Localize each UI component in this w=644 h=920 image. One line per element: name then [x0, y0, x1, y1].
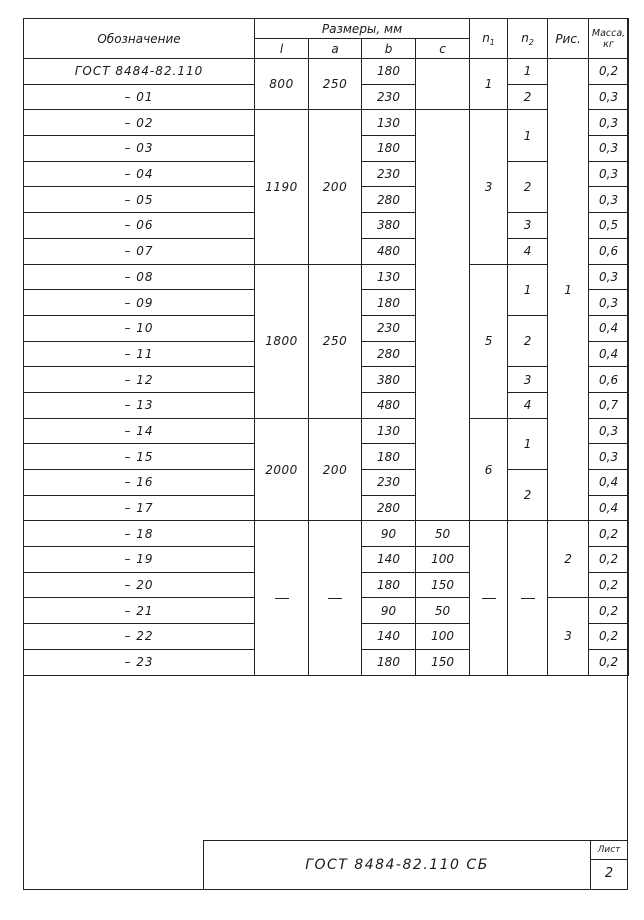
designation-cell: – 17: [24, 495, 255, 521]
mass-cell: 0,2: [589, 59, 629, 85]
dash-mark: [275, 598, 289, 599]
mass-cell: 0,5: [589, 213, 629, 239]
l-cell-dash: [255, 521, 309, 675]
designation-cell: – 10: [24, 315, 255, 341]
n2-cell: 2: [508, 315, 548, 366]
mass-cell: 0,4: [589, 495, 629, 521]
b-cell: 130: [362, 418, 416, 444]
c-cell: 50: [416, 598, 470, 624]
designation-cell: – 21: [24, 598, 255, 624]
mass-cell: 0,3: [589, 418, 629, 444]
mass-cell: 0,2: [589, 572, 629, 598]
n2-cell: 3: [508, 367, 548, 393]
designation-cell: – 20: [24, 572, 255, 598]
b-cell: 180: [362, 136, 416, 162]
n2-header: $n_2$: [508, 19, 548, 59]
n2-cell-dash: [508, 521, 548, 675]
designation-cell: – 07: [24, 238, 255, 264]
b-cell: 90: [362, 521, 416, 547]
mass-cell: 0,6: [589, 238, 629, 264]
table-row: [24, 110, 629, 136]
b-cell: 140: [362, 624, 416, 650]
mass-cell: 0,2: [589, 649, 629, 675]
designation-cell: – 04: [24, 161, 255, 187]
b-cell: 230: [362, 84, 416, 110]
designation-cell: – 13: [24, 392, 255, 418]
a-cell: 250: [309, 264, 362, 418]
designation-cell: – 08: [24, 264, 255, 290]
b-cell: 280: [362, 495, 416, 521]
mass-cell: 0,6: [589, 367, 629, 393]
mass-cell: 0,3: [589, 444, 629, 470]
n2-cell: 1: [508, 418, 548, 469]
n1-cell: 3: [470, 110, 508, 264]
a-cell-dash: [309, 521, 362, 675]
c-cell-empty: [416, 110, 470, 521]
document-code: ГОСТ 8484-82.110 СБ: [305, 857, 489, 873]
designation-cell: – 16: [24, 470, 255, 496]
b-cell: 180: [362, 59, 416, 85]
sheet-number: 2: [604, 866, 614, 881]
title-block-stamp: [203, 840, 628, 890]
mass-cell: 0,2: [589, 521, 629, 547]
n2-cell: 1: [508, 59, 548, 85]
b-cell: 280: [362, 341, 416, 367]
dash-mark: [521, 598, 535, 599]
designation-cell: – 06: [24, 213, 255, 239]
mass-cell: 0,2: [589, 624, 629, 650]
mass-cell: 0,3: [589, 187, 629, 213]
dash-mark: [482, 598, 496, 599]
mass-cell: 0,2: [589, 547, 629, 573]
b-cell: 380: [362, 367, 416, 393]
c-header: c: [416, 39, 470, 59]
table-row: [24, 521, 629, 547]
b-cell: 130: [362, 264, 416, 290]
header-row-1: [24, 19, 629, 39]
figure-header: Рис.: [548, 19, 589, 59]
c-cell: 150: [416, 572, 470, 598]
b-cell: 380: [362, 213, 416, 239]
a-header: a: [309, 39, 362, 59]
b-cell: 180: [362, 649, 416, 675]
mass-cell: 0,3: [589, 290, 629, 316]
n1-cell: 6: [470, 418, 508, 521]
mass-cell: 0,7: [589, 392, 629, 418]
n2-cell: 1: [508, 110, 548, 161]
b-header: b: [362, 39, 416, 59]
designation-cell: – 22: [24, 624, 255, 650]
b-cell: 180: [362, 444, 416, 470]
l-cell: 2000: [255, 418, 309, 521]
l-cell: 1190: [255, 110, 309, 264]
a-cell: 250: [309, 59, 362, 110]
n2-cell: 3: [508, 213, 548, 239]
a-cell: 200: [309, 418, 362, 521]
b-cell: 140: [362, 547, 416, 573]
n2-cell: 4: [508, 238, 548, 264]
a-cell: 200: [309, 110, 362, 264]
n1-cell: 5: [470, 264, 508, 418]
c-cell: 100: [416, 624, 470, 650]
mass-cell: 0,3: [589, 264, 629, 290]
mass-cell: 0,3: [589, 161, 629, 187]
b-cell: 230: [362, 470, 416, 496]
table-row: [24, 418, 629, 444]
n2-cell: 2: [508, 161, 548, 212]
figure-cell: 3: [548, 598, 589, 675]
designation-cell: – 02: [24, 110, 255, 136]
designation-cell: – 19: [24, 547, 255, 573]
n1-cell-dash: [470, 521, 508, 675]
mass-cell: 0,4: [589, 341, 629, 367]
l-cell: 800: [255, 59, 309, 110]
b-cell: 480: [362, 392, 416, 418]
b-cell: 480: [362, 238, 416, 264]
b-cell: 130: [362, 110, 416, 136]
sheet-box: [590, 841, 627, 889]
designation-cell: – 15: [24, 444, 255, 470]
b-cell: 180: [362, 572, 416, 598]
mass-cell: 0,4: [589, 470, 629, 496]
designation-cell: – 03: [24, 136, 255, 162]
n1-cell: 1: [470, 59, 508, 110]
designation-cell: – 11: [24, 341, 255, 367]
n2-cell: 2: [508, 84, 548, 110]
c-cell: 150: [416, 649, 470, 675]
dimensions-group-header: Размеры, мм: [255, 19, 470, 39]
n2-cell: 2: [508, 470, 548, 521]
mass-cell: 0,3: [589, 136, 629, 162]
designation-cell: – 18: [24, 521, 255, 547]
sheet-label: Лист: [591, 841, 627, 860]
designation-cell: ГОСТ 8484-82.110: [24, 59, 255, 85]
designation-header: Обозначение: [24, 19, 255, 59]
designation-cell: – 05: [24, 187, 255, 213]
designation-cell: – 12: [24, 367, 255, 393]
c-cell: [416, 59, 470, 110]
l-cell: 1800: [255, 264, 309, 418]
n2-cell: 1: [508, 264, 548, 315]
mass-cell: 0,4: [589, 315, 629, 341]
b-cell: 230: [362, 161, 416, 187]
mass-cell: 0,2: [589, 598, 629, 624]
designation-cell: – 23: [24, 649, 255, 675]
mass-cell: 0,3: [589, 110, 629, 136]
l-header: l: [255, 39, 309, 59]
b-cell: 280: [362, 187, 416, 213]
b-cell: 90: [362, 598, 416, 624]
figure-cell: 1: [548, 59, 589, 521]
n2-cell: 4: [508, 392, 548, 418]
table-row: [24, 264, 629, 290]
dash-mark: [328, 598, 342, 599]
mass-header: Масса, кг: [589, 19, 629, 59]
table-row: [24, 59, 629, 85]
c-cell: 100: [416, 547, 470, 573]
mass-cell: 0,3: [589, 84, 629, 110]
b-cell: 180: [362, 290, 416, 316]
specification-table: [23, 18, 629, 676]
b-cell: 230: [362, 315, 416, 341]
designation-cell: – 14: [24, 418, 255, 444]
figure-cell: 2: [548, 521, 589, 598]
designation-cell: – 01: [24, 84, 255, 110]
designation-cell: – 09: [24, 290, 255, 316]
c-cell: 50: [416, 521, 470, 547]
n1-header: $n_1$: [470, 19, 508, 59]
